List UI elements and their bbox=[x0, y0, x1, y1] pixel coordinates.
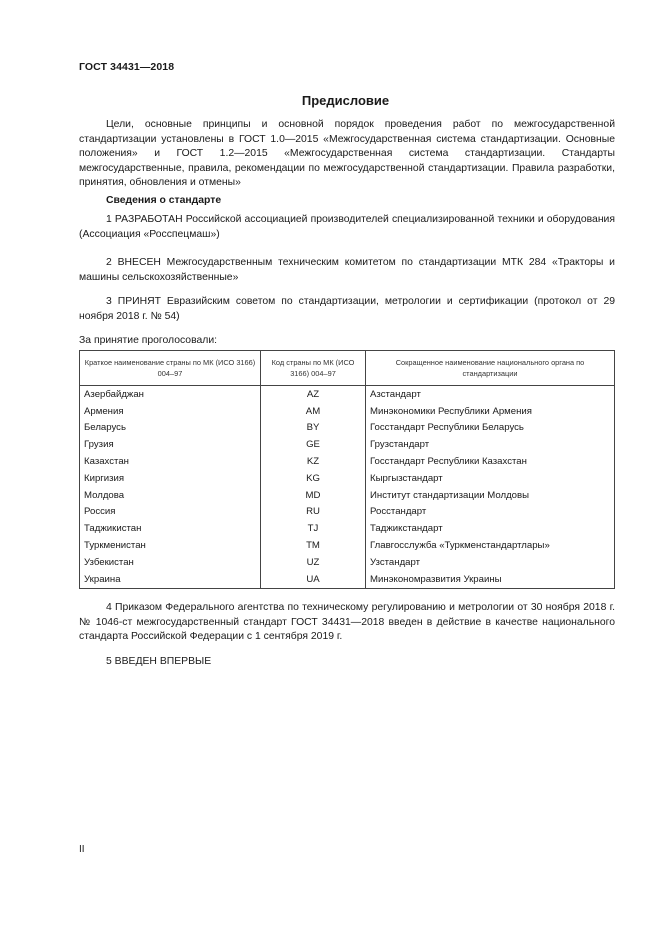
header-country-name: Краткое наименование страны по МК (ИСО 3166) 004–97 bbox=[80, 351, 261, 386]
country-name: Молдова bbox=[80, 487, 261, 504]
standards-body: Таджикстандарт bbox=[366, 520, 615, 537]
table-row bbox=[80, 403, 615, 420]
header-country-code: Код страны по МК (ИСО 3166) 004–97 bbox=[261, 351, 366, 386]
standards-body: Главгосслужба «Туркменстандартлары» bbox=[366, 537, 615, 554]
table-row bbox=[80, 436, 615, 453]
page-number: II bbox=[79, 844, 85, 855]
item-developed: 1 РАЗРАБОТАН Российской ассоциацией производителей специализированной техники и оборудования (Ассоциация «Росспецмаш») bbox=[79, 214, 615, 240]
standards-body: Госстандарт Республики Беларусь bbox=[366, 420, 615, 437]
standards-body: Росстандарт bbox=[366, 504, 615, 521]
country-name: Украина bbox=[80, 571, 261, 588]
header-standards-body: Сокращенное наименование национального органа по стандартизации bbox=[366, 351, 615, 386]
standards-body: Грузстандарт bbox=[366, 436, 615, 453]
table-row bbox=[80, 554, 615, 571]
country-name: Казахстан bbox=[80, 453, 261, 470]
table-row bbox=[80, 470, 615, 487]
country-code: UA bbox=[261, 571, 366, 588]
country-name: Киргизия bbox=[80, 470, 261, 487]
country-code: RU bbox=[261, 504, 366, 521]
page-title: Предисловие bbox=[301, 93, 390, 108]
item-introduced: 5 ВВЕДЕН ВПЕРВЫЕ bbox=[106, 656, 212, 667]
country-code: UZ bbox=[261, 554, 366, 571]
country-code: MD bbox=[261, 487, 366, 504]
table-row bbox=[80, 453, 615, 470]
country-code: TM bbox=[261, 537, 366, 554]
table-row bbox=[80, 537, 615, 554]
standards-body: Минэкономики Республики Армения bbox=[366, 403, 615, 420]
country-name: Азербайджан bbox=[80, 386, 261, 403]
country-code: AZ bbox=[261, 386, 366, 403]
voting-countries-table bbox=[79, 350, 615, 589]
standards-body: Минэкономразвития Украины bbox=[366, 571, 615, 588]
standards-body: Азстандарт bbox=[366, 386, 615, 403]
country-code: AM bbox=[261, 403, 366, 420]
country-name: Россия bbox=[80, 504, 261, 521]
standards-body: Кыргызстандарт bbox=[366, 470, 615, 487]
country-code: KZ bbox=[261, 453, 366, 470]
country-code: KG bbox=[261, 470, 366, 487]
table-row bbox=[80, 487, 615, 504]
table-header-row bbox=[80, 351, 615, 386]
standards-body: Госстандарт Республики Казахстан bbox=[366, 453, 615, 470]
table-row bbox=[80, 520, 615, 537]
intro-paragraph: Цели, основные принципы и основной порядок проведения работ по межгосударственной стандартизации установлены в ГОСТ 1.0—2015 «Межгосударственная система стандартизации. Основные положения» и ГОСТ 1.2—2015 «Межгосударственная система стандартизации. Стандарты межгосударственные, правила, рекомендации по межгосударственной стандартизации. Правила разработки, принятия, обновления и отмены» bbox=[79, 119, 615, 189]
table-row bbox=[80, 386, 615, 403]
section-heading: Сведения о стандарте bbox=[106, 195, 222, 206]
country-name: Армения bbox=[80, 403, 261, 420]
country-name: Узбекистан bbox=[80, 554, 261, 571]
country-code: BY bbox=[261, 420, 366, 437]
table-row bbox=[80, 504, 615, 521]
item-submitted: 2 ВНЕСЕН Межгосударственным техническим комитетом по стандартизации МТК 284 «Тракторы и машины сельскохозяйственные» bbox=[79, 257, 615, 283]
country-name: Грузия bbox=[80, 436, 261, 453]
item-adopted: 3 ПРИНЯТ Евразийским советом по стандартизации, метрологии и сертификации (протокол от 29 ноября 2018 г. № 54) bbox=[79, 296, 615, 322]
country-name: Таджикистан bbox=[80, 520, 261, 537]
vote-label: За принятие проголосовали: bbox=[79, 335, 218, 346]
standards-body: Институт стандартизации Молдовы bbox=[366, 487, 615, 504]
table-row bbox=[80, 420, 615, 437]
item-enacted: 4 Приказом Федерального агентства по техническому регулированию и метрологии от 30 ноября 2018 г. № 1046-ст межгосударственный стандарт ГОСТ 34431—2018 введен в действие в качестве национального стандарта Российской Федерации с 1 сентября 2019 г. bbox=[79, 602, 615, 643]
country-code: GE bbox=[261, 436, 366, 453]
country-name: Беларусь bbox=[80, 420, 261, 437]
table-row bbox=[80, 571, 615, 588]
document-code: ГОСТ 34431—2018 bbox=[79, 61, 175, 73]
country-name: Туркменистан bbox=[80, 537, 261, 554]
country-code: TJ bbox=[261, 520, 366, 537]
standards-body: Узстандарт bbox=[366, 554, 615, 571]
